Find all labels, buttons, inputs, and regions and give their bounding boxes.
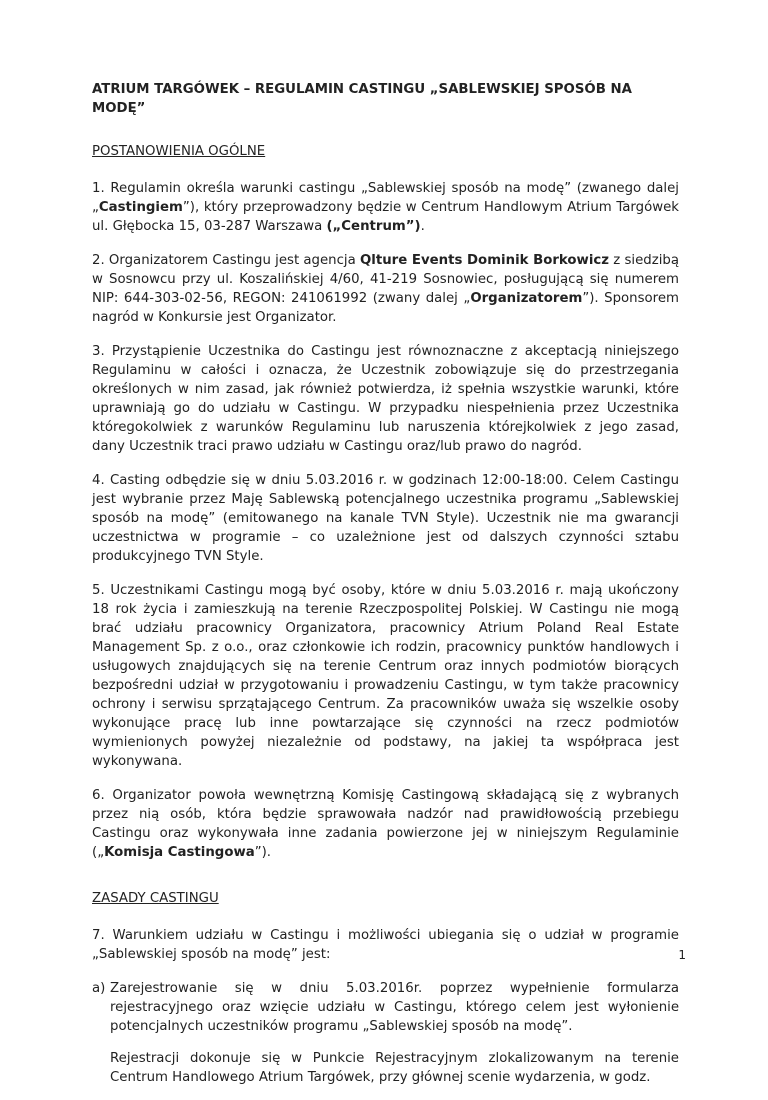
list-item-a-text: Zarejestrowanie się w dniu 5.03.2016r. poprzez wypełnienie formularza rejestracyjnego oraz wzięcie udziału w Castingu, którego celem jest wyłonienie potencjalnych uczestników programu „Sablewskiej sposób na modę”. [110,981,679,1034]
paragraph-3: 3. Przystąpienie Uczestnika do Castingu jest równoznaczne z akceptacją niniejszego Regulaminu w całości i oznacza, że Uczestnik zobowiązuje się do przestrzegania określonych w nim zasad, jak również potwierdza, iż spełnia wszystkie warunki, które uprawniają go do udziału w Castingu. W przypadku niespełnienia przez Uczestnika któregokolwiek z warunków Regulaminu lub naruszenia którejkolwiek z jego zasad, dany Uczestnik traci prawo udziału w Castingu oraz/lub prawo do nagród. [92,344,679,454]
paragraph-7: 7. Warunkiem udziału w Castingu i możliwości ubiegania się o udział w programie „Sablewskiej sposób na modę” jest: [92,928,679,962]
document-title: ATRIUM TARGÓWEK – REGULAMIN CASTINGU „SABLEWSKIEJ SPOSÓB NA MODĘ” [92,82,632,116]
list-item-a-label: a) [92,981,106,996]
paragraph-4: 4. Casting odbędzie się w dniu 5.03.2016 r. w godzinach 12:00-18:00. Celem Castingu jest wybranie przez Maję Sablewską potencjalnego uczestnika programu „Sablewskiej sposób na modę” (emitowanego na kanale TVN Style). Uczestnik nie ma gwarancji uczestnictwa w programie – co uzależnione jest od dalszych czynności sztabu produkcyjnego TVN Style. [92,473,679,564]
paragraph-6: 6. Organizator powoła wewnętrzną Komisję Castingową składającą się z wybranych przez nią osób, która będzie sprawowała nadzór nad prawidłowością przebiegu Castingu oraz wykonywała inne zadania powierzone jej w niniejszym Regulaminie („Komisja Castingowa”). [92,788,679,860]
paragraph-5: 5. Uczestnikami Castingu mogą być osoby, które w dniu 5.03.2016 r. mają ukończony 18 rok życia i zamieszkują na terenie Rzeczpospolitej Polskiej. W Castingu nie mogą brać udziału pracownicy Organizatora, pracownicy Atrium Poland Real Estate Management Sp. z o.o., oraz członkowie ich rodzin, pracownicy punktów handlowych i usługowych znajdujących się na terenie Centrum oraz innych podmiotów biorących bezpośredni udział w przygotowaniu i prowadzeniu Castingu, w tym także pracownicy ochrony i serwisu sprzątającego Centrum. Za pracowników uważa się wszelkie osoby wykonujące pracę lub inne powtarzające się czynności na rzecz podmiotów wymienionych powyżej niezależnie od podstawy, na jakiej ta współpraca jest wykonywana. [92,583,679,769]
section-heading-rules: ZASADY CASTINGU [92,891,219,906]
page-number: 1 [678,948,686,962]
section-heading-general: POSTANOWIENIA OGÓLNE [92,144,266,159]
paragraph-2: 2. Organizatorem Castingu jest agencja Qlture Events Dominik Borkowicz z siedzibą w Sosnowcu przy ul. Koszalińskiej 4/60, 41-219 Sosnowiec, posługującą się numerem NIP: 644-303-02-56, REGON: 241061992 (zwany dalej „Organizatorem”). Sponsorem nagród w Konkursie jest Organizator. [92,253,679,325]
document-content [92,80,679,1100]
list-item-a-registration: Rejestracji dokonuje się w Punkcie Rejestracyjnym zlokalizowanym na terenie Centrum Handlowego Atrium Targówek, przy głównej scenie wydarzenia, w godz. [110,1051,679,1085]
paragraph-1: 1. Regulamin określa warunki castingu „Sablewskiej sposób na modę” (zwanego dalej „Castingiem”), który przeprowadzony będzie w Centrum Handlowym Atrium Targówek ul. Głębocka 15, 03-287 Warszawa („Centrum”). [92,181,679,234]
list-item-a [92,979,679,1087]
